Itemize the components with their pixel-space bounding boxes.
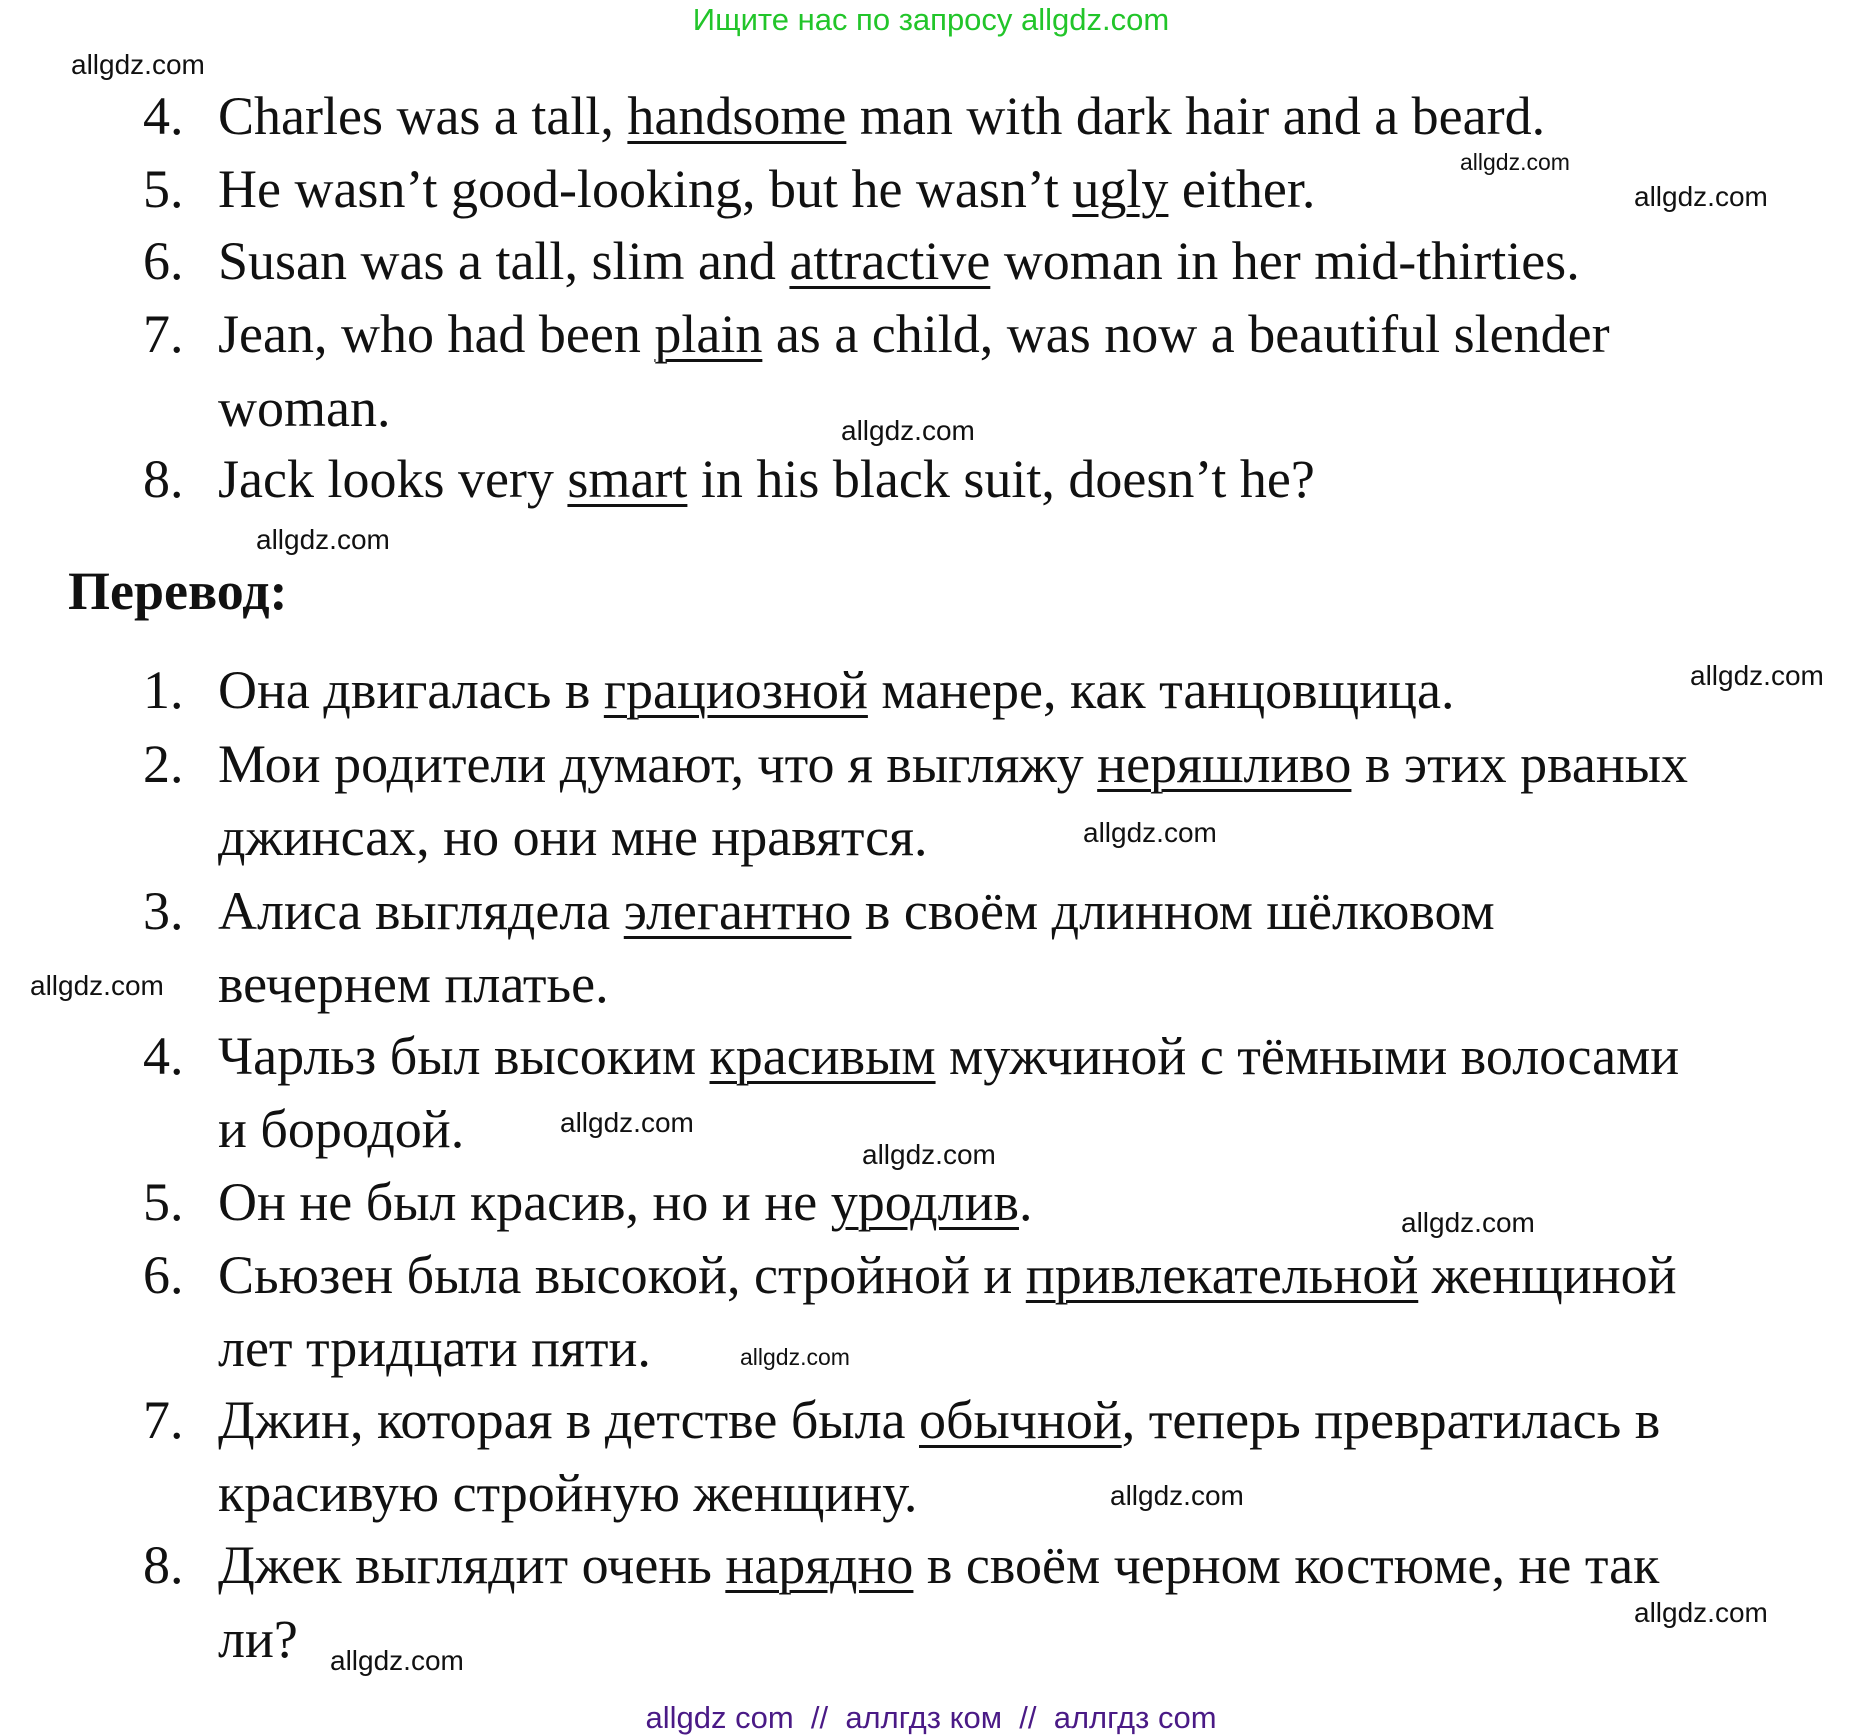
text-before: Она двигалась в	[218, 660, 604, 720]
top-banner: Ищите нас по запросу allgdz.com	[692, 2, 1170, 37]
item-text	[218, 304, 1610, 364]
text-after: в этих рваных	[1351, 734, 1689, 794]
item-number: 8.	[143, 1535, 184, 1595]
watermark: allgdz.com	[841, 415, 975, 446]
underlined-word: нарядно	[725, 1535, 914, 1595]
watermark: allgdz.com	[1690, 660, 1824, 691]
text-before: Charles was a tall,	[218, 86, 628, 146]
item-number: 4.	[143, 86, 184, 146]
item-text	[218, 1390, 1661, 1450]
text-before: Он не был красив, но и не	[218, 1172, 831, 1232]
bottom-banner: allgdz com // аллгдз ком // аллгдз com	[645, 1700, 1217, 1735]
text-after: , теперь превратилась в	[1121, 1390, 1661, 1450]
watermark: allgdz.com	[71, 49, 205, 80]
text-before: Сьюзен была высокой, стройной и	[218, 1245, 1026, 1305]
text-before: Мои родители думают, что я выгляжу	[218, 734, 1098, 794]
text-before: Алиса выглядела	[218, 881, 624, 941]
item-text-continuation: лет тридцати пяти.	[218, 1318, 651, 1378]
text-after: женщиной	[1418, 1245, 1677, 1305]
text-before: Джек выглядит очень	[218, 1535, 726, 1595]
item-text	[218, 881, 1495, 941]
item-text-continuation: красивую стройную женщину.	[218, 1463, 918, 1523]
watermark: allgdz.com	[740, 1344, 850, 1370]
watermark: allgdz.com	[1401, 1207, 1535, 1238]
text-after: in his black suit, doesn’t he?	[687, 449, 1315, 509]
watermark: allgdz.com	[1634, 181, 1768, 212]
item-text-continuation: вечернем платье.	[218, 954, 609, 1014]
text-before: Jean, who had been	[218, 304, 655, 364]
text-after: man with dark hair and a beard.	[846, 86, 1546, 146]
item-number: 8.	[143, 449, 184, 509]
underlined-word: элегантно	[623, 881, 852, 941]
text-after: мужчиной с тёмными волосами	[935, 1026, 1680, 1086]
watermark: allgdz.com	[256, 524, 390, 555]
item-number: 5.	[143, 1172, 184, 1232]
text-after: манере, как танцовщица.	[867, 660, 1455, 720]
text-before: Джин, которая в детстве была	[218, 1390, 919, 1450]
item-text	[218, 159, 1316, 219]
text-before: Чарльз был высоким	[218, 1026, 710, 1086]
item-text-continuation: джинсах, но они мне нравятся.	[218, 807, 928, 867]
item-text	[218, 86, 1546, 146]
item-text	[218, 1026, 1680, 1086]
text-before: He wasn’t good-looking, but he wasn’t	[218, 159, 1073, 219]
watermark: allgdz.com	[1634, 1597, 1768, 1628]
item-number: 5.	[143, 159, 184, 219]
underlined-word: ugly	[1072, 159, 1169, 219]
watermark: allgdz.com	[1083, 817, 1217, 848]
watermark: allgdz.com	[862, 1139, 996, 1170]
watermark: allgdz.com	[1460, 149, 1570, 175]
item-text	[218, 1172, 1033, 1232]
item-number: 6.	[143, 1245, 184, 1305]
item-text-continuation: ли?	[218, 1609, 298, 1669]
item-number: 3.	[143, 881, 184, 941]
item-text	[218, 1245, 1677, 1305]
item-number: 2.	[143, 734, 184, 794]
item-text	[218, 734, 1689, 794]
item-text	[218, 231, 1580, 291]
underlined-word: уродлив	[830, 1172, 1019, 1232]
underlined-word: smart	[567, 449, 688, 509]
watermark: allgdz.com	[1110, 1480, 1244, 1511]
text-after: в своём черном костюме, не так	[913, 1535, 1660, 1595]
underlined-word: attractive	[789, 231, 991, 291]
item-number: 7.	[143, 1390, 184, 1450]
underlined-word: красивым	[709, 1026, 936, 1086]
item-text-continuation: woman.	[218, 378, 391, 438]
text-after: в своём длинном шёлковом	[851, 881, 1495, 941]
underlined-word: привлекательной	[1025, 1245, 1419, 1305]
item-number: 6.	[143, 231, 184, 291]
text-before: Jack looks very	[218, 449, 568, 509]
item-text-continuation: и бородой.	[218, 1099, 465, 1159]
text-after: .	[1018, 1172, 1033, 1232]
watermark: allgdz.com	[560, 1107, 694, 1138]
item-text	[218, 449, 1315, 509]
underlined-word: обычной	[919, 1390, 1122, 1450]
item-text	[218, 1535, 1660, 1595]
text-after: either.	[1168, 159, 1316, 219]
item-text	[218, 660, 1455, 720]
text-before: Susan was a tall, slim and	[218, 231, 790, 291]
item-number: 1.	[143, 660, 184, 720]
underlined-word: грациозной	[603, 660, 868, 720]
underlined-word: handsome	[627, 86, 847, 146]
text-after: as a child, was now a beautiful slender	[762, 304, 1610, 364]
item-number: 7.	[143, 304, 184, 364]
watermark: allgdz.com	[330, 1645, 464, 1676]
item-number: 4.	[143, 1026, 184, 1086]
underlined-word: plain	[654, 304, 763, 364]
watermark: allgdz.com	[30, 970, 164, 1001]
underlined-word: неряшливо	[1097, 734, 1352, 794]
text-after: woman in her mid-thirties.	[990, 231, 1580, 291]
translation-heading: Перевод:	[68, 561, 288, 621]
